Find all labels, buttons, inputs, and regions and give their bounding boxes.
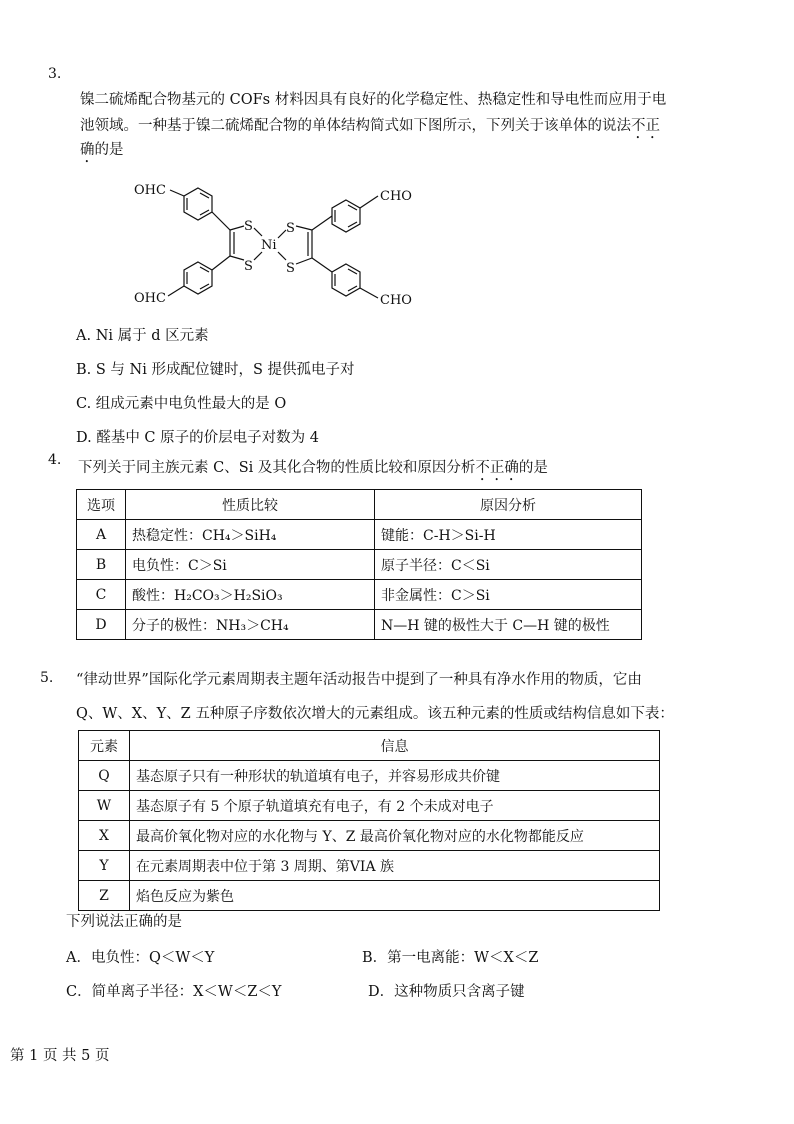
table-row — [77, 520, 642, 550]
q5-stem-line1: “律动世界”国际化学元素周期表主题年活动报告中提到了一种具有净水作用的物质，它由 — [76, 672, 642, 688]
q5-option-c: C．简单离子半径：X＜W＜Z＜Y — [66, 984, 282, 1000]
table-header-cell: 性质比较 — [126, 490, 375, 520]
table-cell: 在元素周期表中位于第 3 周期、第VIA 族 — [130, 851, 660, 881]
table-cell: Q — [79, 761, 130, 791]
sulfur-atom: S — [244, 219, 253, 234]
benzene-ring-bottom-left — [184, 262, 212, 294]
table-cell: B — [77, 550, 126, 580]
table-cell: 最高价氧化物对应的水化物与 Y、Z 最高价氧化物对应的水化物都能反应 — [130, 821, 660, 851]
benzene-ring-top-left — [184, 188, 212, 220]
benzene-ring-top-right — [332, 200, 360, 232]
table-cell: 基态原子有 5 个原子轨道填充有电子，有 2 个未成对电子 — [130, 791, 660, 821]
table-cell: 焰色反应为紫色 — [130, 881, 660, 911]
table-cell: 基态原子只有一种形状的轨道填有电子，并容易形成共价键 — [130, 761, 660, 791]
table-cell: 原子半径：C＜Si — [375, 550, 642, 580]
q5-option-b: B．第一电离能：W＜X＜Z — [362, 950, 539, 966]
table-header-cell: 选项 — [77, 490, 126, 520]
bond-cho-top-left — [170, 190, 184, 196]
nickel-atom: Ni — [261, 238, 277, 253]
q5-option-d: D．这种物质只含离子键 — [368, 984, 525, 1000]
q3-option-c: C. 组成元素中电负性最大的是 O — [76, 396, 287, 412]
table-cell: X — [79, 821, 130, 851]
table-row — [77, 550, 642, 580]
table-row — [79, 851, 660, 881]
table-cell: A — [77, 520, 126, 550]
cho-bottom-left: OHC — [134, 291, 166, 306]
table-cell: Z — [79, 881, 130, 911]
cho-top-right: CHO — [380, 189, 412, 204]
nickel-dithiolene-structure — [128, 180, 418, 312]
cho-bottom-right: CHO — [380, 293, 412, 308]
table-header-cell: 信息 — [130, 731, 660, 761]
table-header-cell: 原因分析 — [375, 490, 642, 520]
benzene-ring-bottom-right — [332, 264, 360, 296]
table-cell: 非金属性：C＞Si — [375, 580, 642, 610]
table-cell: 键能：C-H＞Si-H — [375, 520, 642, 550]
q4-stem: 下列关于同主族元素 C、Si 及其化合物的性质比较和原因分析不正确的是 — [78, 460, 548, 476]
sulfur-atom: S — [244, 259, 253, 274]
q3-option-a: A. Ni 属于 d 区元素 — [76, 328, 209, 344]
sulfur-atom: S — [286, 221, 295, 236]
page-footer: 第 1 页 共 5 页 — [10, 1048, 110, 1064]
table-row — [79, 791, 660, 821]
table-row — [79, 761, 660, 791]
q4-number: 4. — [48, 452, 62, 468]
table-cell: 电负性：C＞Si — [126, 550, 375, 580]
table-row — [79, 821, 660, 851]
table-row — [77, 580, 642, 610]
table-header-row — [77, 490, 642, 520]
q5-table — [78, 730, 660, 911]
table-header-cell: 元素 — [79, 731, 130, 761]
q3-stem-line2: 池领域。一种基于镍二硫烯配合物的单体结构简式如下图所示，下列关于该单体的说法不正 — [80, 118, 660, 134]
q5-option-a: A．电负性：Q＜W＜Y — [66, 950, 215, 966]
q3-option-b: B. S 与 Ni 形成配位键时，S 提供孤电子对 — [76, 362, 355, 378]
q3-stem-line1: 镍二硫烯配合物基元的 COFs 材料因具有良好的化学稳定性、热稳定性和导电性而应用于电 — [80, 92, 667, 108]
table-row — [77, 610, 642, 640]
cho-top-left: OHC — [134, 183, 166, 198]
q5-stem-line2: Q、W、X、Y、Z 五种原子序数依次增大的元素组成。该五种元素的性质或结构信息如下表： — [76, 706, 674, 722]
q4-table — [76, 489, 642, 640]
table-cell: 热稳定性：CH₄＞SiH₄ — [126, 520, 375, 550]
table-cell: W — [79, 791, 130, 821]
table-header-row — [79, 731, 660, 761]
q3-option-d: D. 醛基中 C 原子的价层电子对数为 4 — [76, 430, 319, 446]
sulfur-atom: S — [286, 261, 295, 276]
table-cell: N—H 键的极性大于 C—H 键的极性 — [375, 610, 642, 640]
table-cell: Y — [79, 851, 130, 881]
table-cell: 分子的极性：NH₃＞CH₄ — [126, 610, 375, 640]
q5-number: 5. — [40, 670, 54, 686]
q3-number: 3. — [48, 66, 62, 82]
table-row — [79, 881, 660, 911]
table-cell: C — [77, 580, 126, 610]
q3-stem-line3: 确的是 — [80, 142, 124, 158]
table-cell: 酸性：H₂CO₃＞H₂SiO₃ — [126, 580, 375, 610]
table-cell: D — [77, 610, 126, 640]
q5-prompt: 下列说法正确的是 — [66, 914, 182, 930]
